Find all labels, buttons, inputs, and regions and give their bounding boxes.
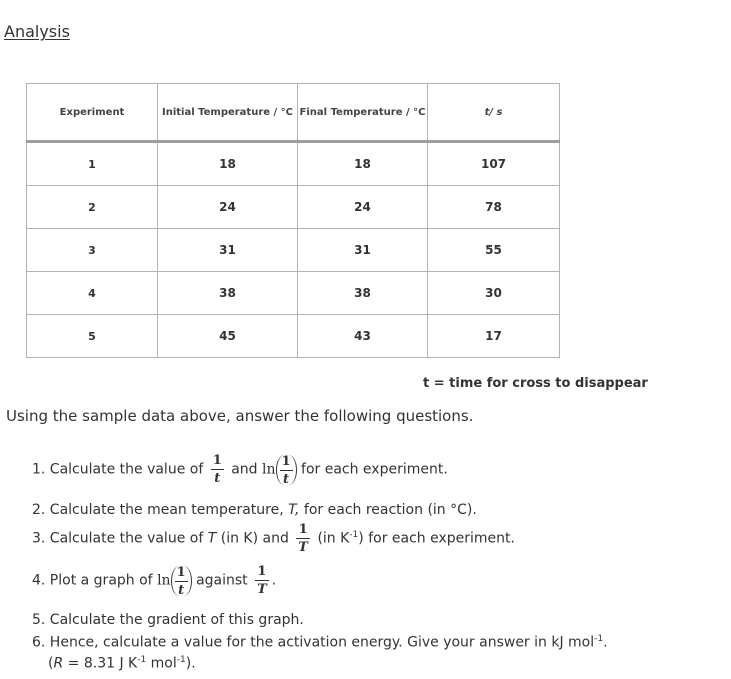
fraction-one-over-t: $\frac{1}{t}$ (281, 453, 291, 487)
table-row (27, 186, 560, 229)
cell-initial-temperature: 45 (158, 315, 298, 358)
time-definition-note: t = time for cross to disappear (423, 376, 648, 391)
col-header-initial-temperature: Initial Temperature / °C (158, 84, 298, 142)
cell-initial-temperature: 31 (158, 229, 298, 272)
ln-argument-parentheses (276, 455, 297, 485)
cell-time: 30 (428, 272, 560, 315)
col-header-final-temperature: Final Temperature / °C (298, 84, 428, 142)
ln-operator: ln (262, 461, 276, 478)
cell-experiment: 5 (27, 315, 158, 358)
cell-experiment: 3 (27, 229, 158, 272)
table-row (27, 272, 560, 315)
cell-experiment: 4 (27, 272, 158, 315)
question-6: 6. Hence, calculate a value for the activation energy. Give your answer in kJ mol$^{-1}$. (32, 634, 608, 651)
question-4: 4. Plot a graph of ln $\frac{1}{t}$ against $\frac{1}{T}$ . (32, 564, 277, 598)
question-2: 2. Calculate the mean temperature, T, for each reaction (in °C). (32, 502, 477, 518)
cell-initial-temperature: 24 (158, 186, 298, 229)
cell-final-temperature: 24 (298, 186, 428, 229)
cell-time: 55 (428, 229, 560, 272)
cell-final-temperature: 18 (298, 142, 428, 186)
cell-experiment: 2 (27, 186, 158, 229)
question-1: 1. Calculate the value of $\frac{1}{t}$ and ln $\frac{1}{t}$ for each experiment. (32, 453, 448, 487)
question-5: 5. Calculate the gradient of this graph. (32, 612, 304, 628)
cell-initial-temperature: 38 (158, 272, 298, 315)
fraction-one-over-T: $\frac{1}{T}$ (257, 564, 267, 597)
table-row (27, 229, 560, 272)
cell-experiment: 1 (27, 142, 158, 186)
fraction-one-over-T: $\frac{1}{T}$ (298, 522, 308, 555)
table-row (27, 142, 560, 186)
fraction-one-over-t: $\frac{1}{t}$ (176, 564, 186, 598)
instructions-intro: Using the sample data above, answer the following questions. (6, 407, 474, 425)
experiment-table (26, 83, 560, 358)
cell-final-temperature: 38 (298, 272, 428, 315)
cell-time: 78 (428, 186, 560, 229)
analysis-heading: Analysis (4, 22, 70, 41)
cell-time: 107 (428, 142, 560, 186)
fraction-one-over-t: $\frac{1}{t}$ (212, 453, 222, 486)
cell-final-temperature: 43 (298, 315, 428, 358)
table-header-row (27, 84, 560, 142)
cell-initial-temperature: 18 (158, 142, 298, 186)
ln-operator: ln (157, 572, 171, 589)
col-header-time: t/ s (428, 84, 560, 142)
table-row (27, 315, 560, 358)
cell-final-temperature: 31 (298, 229, 428, 272)
col-header-experiment: Experiment (27, 84, 158, 142)
gas-constant-note: (R = 8.31 J $K^{-1}$ mol$^{-1}$). (48, 655, 196, 672)
cell-time: 17 (428, 315, 560, 358)
ln-argument-parentheses (171, 566, 192, 596)
question-3: 3. Calculate the value of T (in K) and $\frac{1}{T}$ (in $K^{-1}$) for each experiment. (32, 522, 515, 555)
